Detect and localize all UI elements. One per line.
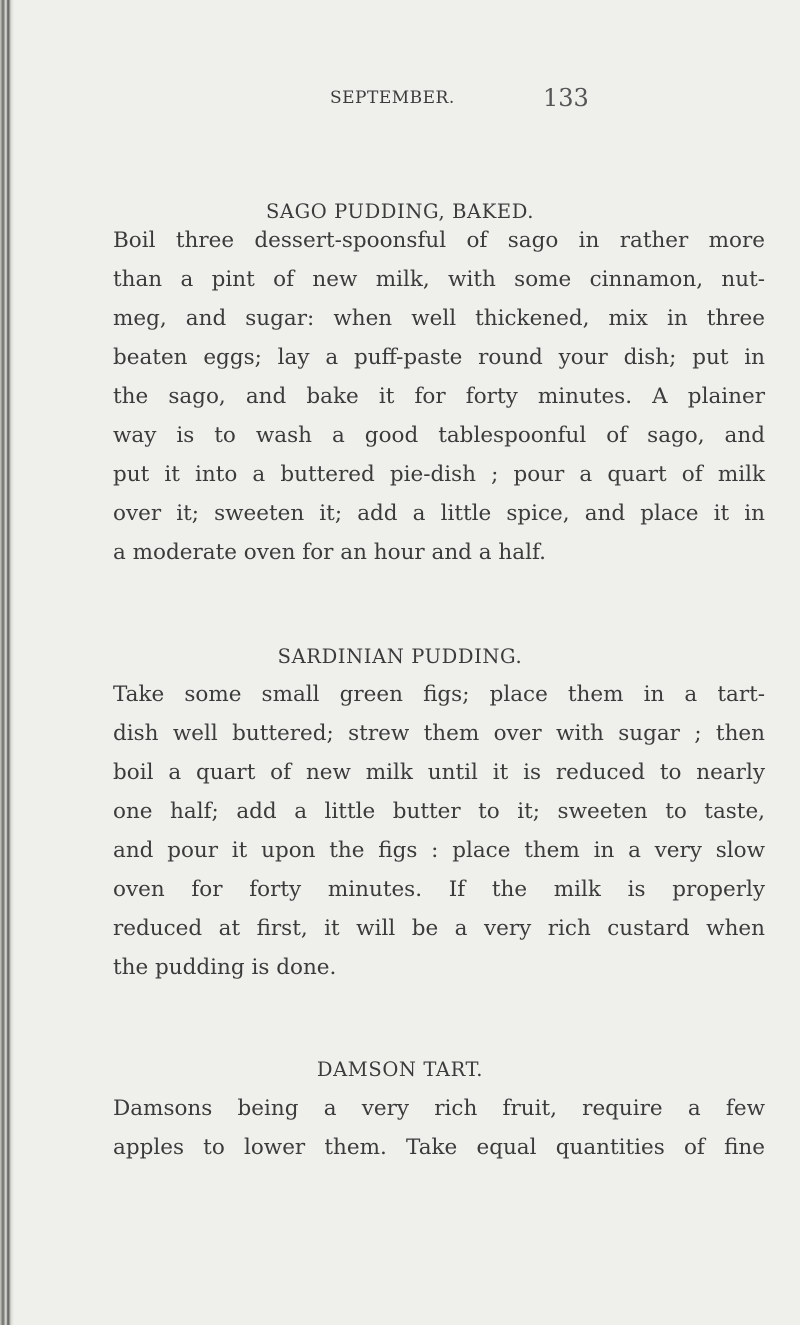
text-line: way is to wash a good tablespoonful of sago, and — [113, 423, 765, 448]
text-line: apples to lower them. Take equal quantities of fine — [113, 1135, 765, 1160]
text-line: beaten eggs; lay a puff-paste round your dish; put in — [113, 345, 765, 370]
text-line: Damsons being a very rich fruit, require a few — [113, 1096, 765, 1121]
text-line: put it into a buttered pie-dish ; pour a quart of milk — [113, 462, 765, 487]
running-title: SEPTEMBER. — [330, 88, 455, 108]
recipe-title: SARDINIAN PUDDING. — [277, 645, 523, 668]
text-line: over it; sweeten it; add a little spice, and place it in — [113, 501, 765, 526]
text-line: a moderate oven for an hour and a half. — [113, 540, 547, 565]
text-line: meg, and sugar: when well thickened, mix in three — [113, 306, 765, 331]
text-line: boil a quart of new milk until it is reduced to nearly — [113, 760, 765, 785]
text-line: Take some small green figs; place them in a tart- — [113, 682, 765, 707]
text-line: Boil three dessert-spoonsful of sago in rather more — [113, 228, 765, 253]
text-line: reduced at first, it will be a very rich custard when — [113, 916, 765, 941]
text-line: one half; add a little butter to it; sweeten to taste, — [113, 799, 765, 824]
text-line: dish well buttered; strew them over with sugar ; then — [113, 721, 765, 746]
recipe-title: DAMSON TART. — [316, 1058, 484, 1081]
page-number: 133 — [543, 84, 589, 112]
text-line: oven for forty minutes. If the milk is properly — [113, 877, 765, 902]
text-line: the pudding is done. — [113, 955, 337, 980]
text-line: the sago, and bake it for forty minutes. A plainer — [113, 384, 765, 409]
text-line: than a pint of new milk, with some cinnamon, nut- — [113, 267, 765, 292]
text-line: and pour it upon the figs : place them in a very slow — [113, 838, 765, 863]
recipe-title: SAGO PUDDING, BAKED. — [265, 200, 535, 223]
